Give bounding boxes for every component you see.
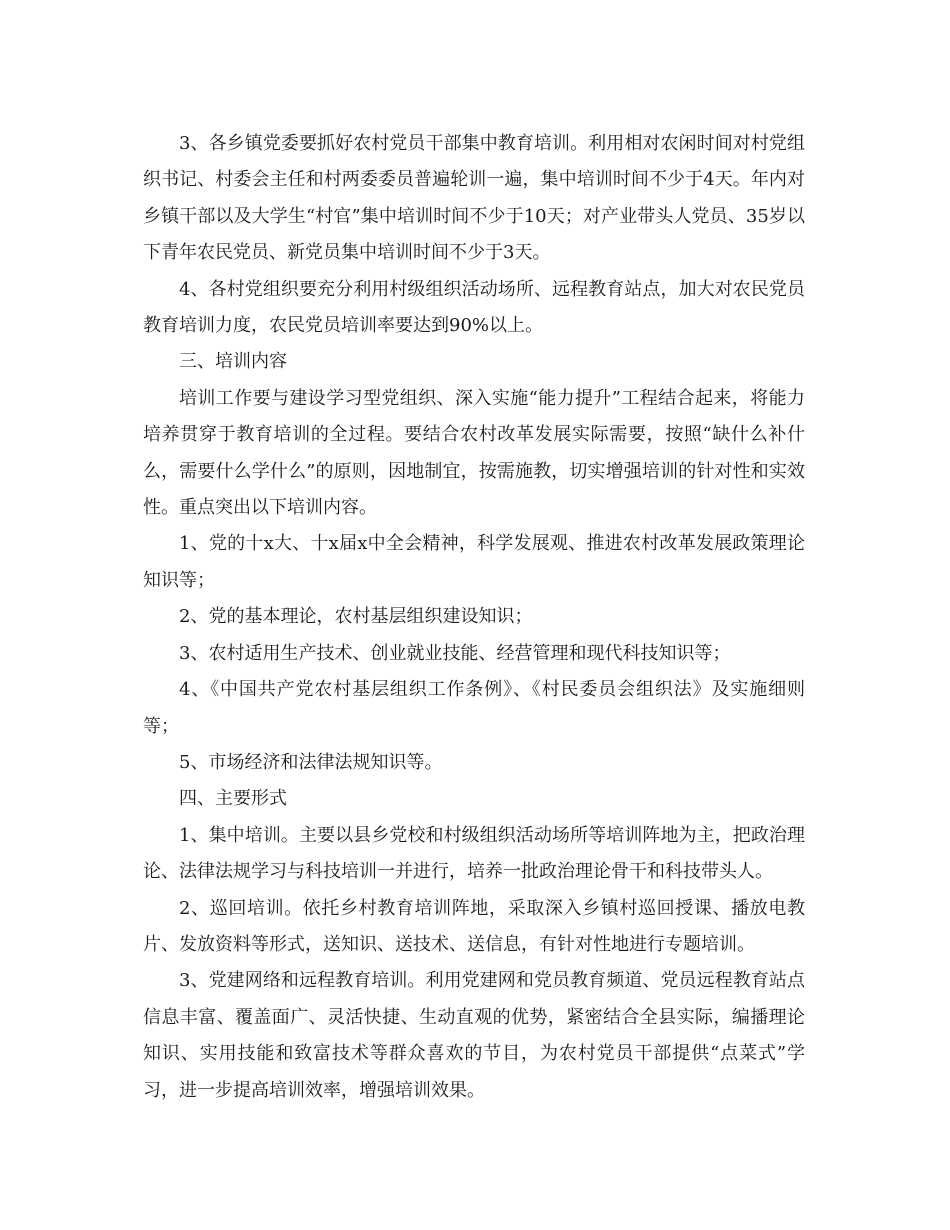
paragraph-training-content-intro: 培训工作要与建设学习型党组织、深入实施“能力提升”工程结合起来，将能力培养贯穿于教育培训的全过程。要结合农村改革发展实际需要，按照“缺什么补什么，需要什么学什么”的原则，因地制宜，按需施教，切实增强培训的针对性和实效性。重点突出以下培训内容。 xyxy=(143,387,805,519)
paragraph-touring-training: 2、巡回培训。依托乡村教育培训阵地，采取深入乡镇村巡回授课、播放电教片、发放资料等形式，送知识、送技术、送信息，有针对性地进行专题培训。 xyxy=(143,897,805,955)
paragraph-centralized-training: 1、集中培训。主要以县乡党校和村级组织活动场所等培训阵地为主，把政治理论、法律法规学习与科技培训一并进行，培养一批政治理论骨干和科技带头人。 xyxy=(143,824,805,883)
paragraph-village-training: 4、各村党组织要充分利用村级组织活动场所、远程教育站点，加大对农民党员教育培训力度，农民党员培训率要达到90%以上。 xyxy=(143,278,805,337)
section-heading-main-forms: 四、主要形式 xyxy=(179,788,287,810)
list-item-party-spirit: 1、党的十x大、十x届x中全会精神，科学发展观、推进农村改革发展政策理论知识等； xyxy=(143,533,805,591)
paragraph-remote-education: 3、党建网络和远程教育培训。利用党建网和党员教育频道、党员远程教育站点信息丰富、覆盖面广、灵活快捷、生动直观的优势，紧密结合全县实际，编播理论知识、实用技能和致富技术等群众喜欢的节目，为农村党员干部提供“点菜式”学习，进一步提高培训效率，增强培训效果。 xyxy=(143,970,805,1101)
list-item-market-law: 5、市场经济和法律法规知识等。 xyxy=(179,751,443,773)
section-heading-training-content: 三、培训内容 xyxy=(179,351,287,373)
list-item-production-technology: 3、农村适用生产技术、创业就业技能、经营管理和现代科技知识等； xyxy=(179,642,731,664)
list-item-regulations: 4、《中国共产党农村基层组织工作条例》、《村民委员会组织法》及实施细则等； xyxy=(143,679,805,737)
document-body xyxy=(143,126,805,1109)
paragraph-township-training: 3、各乡镇党委要抓好农村党员干部集中教育培训。利用相对农闲时间对村党组织书记、村委会主任和村两委委员普遍轮训一遍，集中培训时间不少于4天。年内对乡镇干部以及大学生“村官”集中培训时间不少于10天；对产业带头人党员、35岁以下青年农民党员、新党员集中培训时间不少于3天。 xyxy=(143,133,805,264)
list-item-basic-theory: 2、党的基本理论，农村基层组织建设知识； xyxy=(179,606,533,628)
